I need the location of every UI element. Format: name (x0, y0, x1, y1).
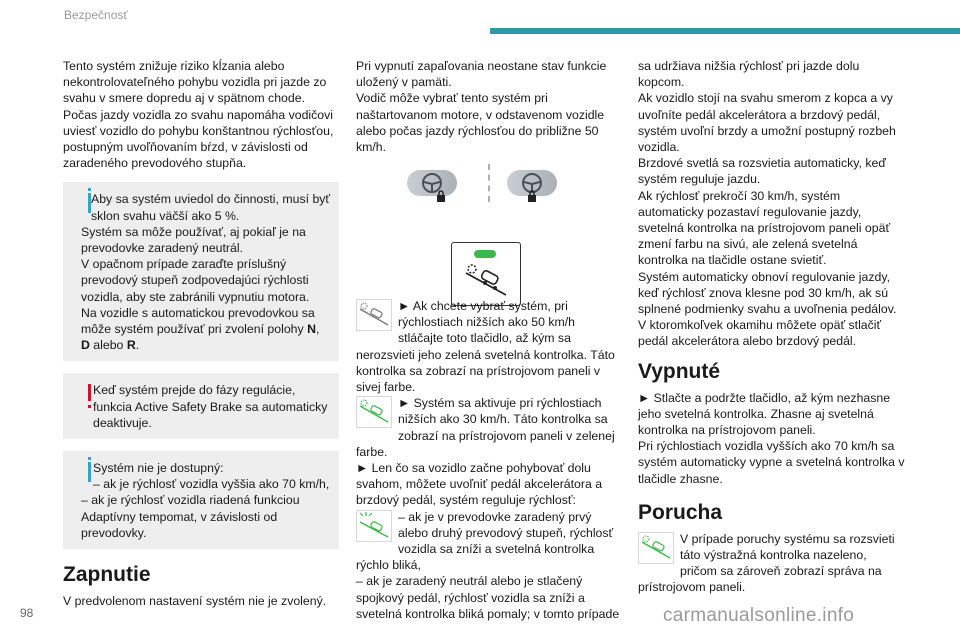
button-led (474, 250, 496, 258)
info-box-2 (63, 451, 339, 549)
column-3 (638, 58, 906, 596)
info2-line3: – ak je rýchlosť vozidla riadená funkciou Adaptívny tempomat, v závislosti od prevodovky. (81, 493, 300, 540)
col3-p2: Ak vozidlo stojí na svahu smerom z kopca a vy uvoľníte pedál akcelerátora a brzdový pedál, systém uvoľní brzdy a umožní postupný rozbeh vozidla. (638, 91, 896, 155)
col3-p1: sa udržiava nižšia rýchlosť pri jazde dolu kopcom. (638, 59, 860, 90)
column-2-bullets (356, 298, 622, 622)
info1-line4: Na vozidle s automatickou prevodovkou sa môže systém používať pri zvolení polohy N, D alebo R. (81, 305, 320, 353)
col2-bullet-activate: ► Systém sa aktivuje pri rýchlostiach nižších ako 30 km/h. Táto kontrolka sa zobrazí na prístrojovom paneli v zelenej farbe. (356, 396, 615, 459)
vypnute-p2: Pri rýchlostiach vozidla vyšších ako 70 km/h sa systém automaticky vypne a svetelná kontrolka v tlačidle zhasne. (638, 439, 905, 486)
info1-line1: Aby sa systém uviedol do činnosti, musí byť sklon svahu väčší ako 5 %. (91, 192, 331, 223)
zapnutie-text: V predvolenom nastavení systém nie je zvolený. (63, 594, 327, 609)
info-box-1 (63, 182, 339, 361)
hill-descent-icon (464, 263, 508, 297)
porucha-heading: Porucha (638, 500, 723, 524)
col2-p1: Pri vypnutí zapaľovania neostane stav funkcie uložený v pamäti. (356, 59, 607, 90)
column-2 (356, 58, 622, 155)
hill-descent-icon (356, 299, 392, 331)
col3-p6: V ktoromkoľvek okamihu môžete opäť stlačiť pedál akcelerátora alebo brzdový pedál. (638, 318, 882, 349)
warning-box (63, 373, 339, 439)
hill-descent-button-image (451, 242, 521, 306)
lock-icon (436, 190, 446, 202)
col2-bullet-neutral: – ak je zaradený neutrál alebo je stlačený spojkový pedál, rýchlosť vozidla sa zníži a svetelná kontrolka bliká pomaly; v tomto prípade (356, 574, 620, 621)
info1-line2: Systém sa môže používať, aj pokiaľ je na prevodovke zaradený neutrál. (81, 224, 306, 256)
intro-paragraph: Tento systém znižuje riziko kĺzania alebo nekontrolovateľného pohybu vozidla pri jazde zo svahu v smere dopredu aj v spätnom chode. Počas jazdy vozidla zo svahu napomáha vodičovi uviesť vozidlo do pohybu konštantnou rýchlosťou, postupným uvoľňovaním bŕzd, v závislosti od zaradeného prevodového stupňa. (63, 59, 334, 171)
header-accent-bar (490, 28, 960, 34)
header-section: Bezpečnosť (64, 8, 128, 22)
hill-descent-fault-icon (638, 532, 674, 564)
zapnutie-heading: Zapnutie (63, 563, 151, 587)
vypnute-p1: ► Stlačte a podržte tlačidlo, až kým nezhasne jeho svetelná kontrolka. Zhasne aj svetelná kontrolka na prístrojovom paneli. (638, 390, 891, 438)
info2-line2: – ak je rýchlosť vozidla vyššia ako 70 km/h, (93, 477, 330, 492)
warning-text: Keď systém prejde do fázy regulácie, funkcia Active Safety Brake sa automaticky deaktivuje. (93, 383, 328, 430)
column-1 (63, 58, 339, 609)
page-number: 98 (20, 606, 34, 620)
steering-wheel-left (407, 170, 457, 196)
watermark: carmanualsonline.info (663, 605, 855, 626)
info-icon (88, 193, 91, 213)
hill-descent-icon (356, 396, 392, 428)
col3-p5: Systém automaticky obnoví regulovanie jazdy, keď rýchlosť znova klesne pod 30 km/h, ak sú splnené podmienky svahu a uvoľnenia pedálov. (638, 269, 897, 317)
col2-bullet-regulate: ► Len čo sa vozidlo začne pohybovať dolu svahom, môžete uvoľniť pedál akcelerátora a brzdový pedál, systém reguluje rýchlosť: (356, 461, 603, 508)
col2-bullet-gear: – ak je v prevodovke zaradený prvý alebo druhý prevodový stupeň, rýchlosť vozidla sa zníži a svetelná kontrolka rýchlo bliká, (356, 509, 614, 573)
lock-icon (527, 190, 537, 202)
info2-line1: Systém nie je dostupný: (93, 461, 224, 476)
porucha-text: V prípade poruchy systému sa rozsvieti táto výstražná kontrolka nazeleno, pričom sa zároveň zobrazí správa na prístrojovom paneli. (638, 531, 895, 595)
col3-p3: Brzdové svetlá sa rozsvietia automaticky, keď systém reguluje jazdu. (638, 156, 886, 187)
divider-dashed (488, 164, 490, 202)
info-icon (88, 462, 91, 482)
hill-descent-blinking-icon (356, 510, 392, 542)
steering-wheel-pictogram (407, 170, 577, 204)
warning-icon (88, 384, 91, 401)
vypnute-heading: Vypnuté (638, 359, 721, 383)
col2-p2: Vodič môže vybrať tento systém pri naštartovanom motore, v odstavenom vozidle alebo počas jazdy rýchlosťou do približne 50 km/h. (356, 91, 605, 155)
info1-line3: V opačnom prípade zaraďte príslušný prevodový stupeň zodpovedajúci rýchlosti vozidla, aby ste zabránili vypnutiu motora. (81, 257, 310, 304)
col2-bullet-select: ► Ak chcete vybrať systém, pri rýchlostiach nižších ako 50 km/h stláčajte toto tlačidlo, až kým sa nerozsvieti jeho zelená svetelná kontrolka. Táto kontrolka sa zobrazí na prístrojovom paneli v sivej farbe. (356, 299, 615, 395)
col3-p4: Ak rýchlosť prekročí 30 km/h, systém automaticky pozastaví regulovanie jazdy, svetelná kontrolka na prístrojovom paneli opäť zmení farbu na sivú, ale zelená svetelná kontrolka na tlačidle ostane svietiť. (638, 188, 891, 268)
